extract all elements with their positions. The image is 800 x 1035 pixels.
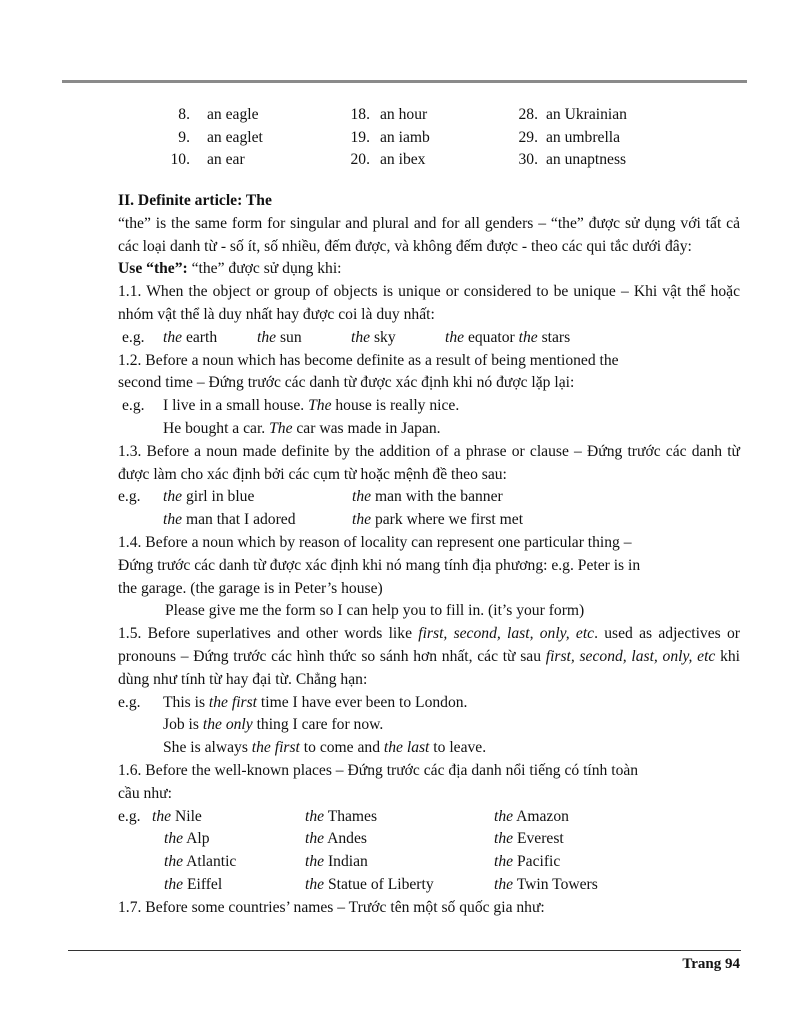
example-italic: the only xyxy=(202,716,253,734)
example-text: time I have ever been to London. xyxy=(257,693,468,711)
rule-1-5 xyxy=(118,623,740,691)
article-the: the xyxy=(494,807,514,825)
rule-1-6-cont: cầu như: xyxy=(118,784,172,802)
article-the: the xyxy=(494,853,514,871)
eg-label: e.g. xyxy=(118,488,141,506)
example-text: He bought a car. xyxy=(163,419,270,437)
place-name: Everest xyxy=(516,830,564,848)
rule-1-1: 1.1. When the object or group of objects is unique or considered to be unique – Khi vật thể hoặc nhóm vật thể là duy nhất hay được coi là duy nhất: xyxy=(118,283,740,323)
document-body xyxy=(118,190,740,920)
example-1-2-line2 xyxy=(118,418,740,441)
article-the: the xyxy=(518,328,538,346)
example-text: car was made in Japan. xyxy=(292,419,441,437)
example-italic: the first xyxy=(251,739,300,757)
example-text: park where we first met xyxy=(371,511,524,529)
list-number: 30. xyxy=(518,151,538,168)
article-the: the xyxy=(163,511,183,529)
place-name: Indian xyxy=(327,853,368,871)
example-word: stars xyxy=(537,328,571,346)
place-name: Pacific xyxy=(516,853,561,871)
eg-label: e.g. xyxy=(122,397,145,415)
article-the: the xyxy=(445,328,465,346)
intro-paragraph: “the” is the same form for singular and plural and for all genders – “the” được sử dụng với tất cả các loại danh từ - số ít, số nhiều, đếm được, và không đếm được - theo các qui tắc dưới đây: xyxy=(118,214,740,255)
list-number: 29. xyxy=(518,128,538,146)
list-number: 28. xyxy=(518,106,538,123)
eg-label: e.g. xyxy=(122,328,145,346)
example-word: sky xyxy=(370,328,396,346)
list-word: an eaglet xyxy=(207,128,263,146)
example-1-5-line3 xyxy=(118,737,740,760)
page-number: Trang 94 xyxy=(682,956,740,972)
places-row xyxy=(118,806,740,829)
word-list xyxy=(0,104,800,172)
example-text: She is always xyxy=(163,739,252,757)
example-text: Job is xyxy=(163,716,203,734)
example-text: to leave. xyxy=(429,739,487,757)
article-the: the xyxy=(352,488,372,506)
rule-italic: first, second, last, only, etc xyxy=(418,625,595,643)
example-text: man with the banner xyxy=(371,488,503,506)
list-word: an unaptness xyxy=(546,151,627,168)
eg-label: e.g. xyxy=(118,693,141,711)
place-name: Alp xyxy=(186,830,210,848)
places-row xyxy=(118,874,740,897)
list-number: 10. xyxy=(170,151,190,168)
list-number: 20. xyxy=(350,151,370,168)
article-the: the xyxy=(257,328,277,346)
rule-1-3: 1.3. Before a noun made definite by the addition of a phrase or clause – Đứng trước các danh từ được làm cho xác định bởi các cụm từ hoặc mệnh đề theo sau: xyxy=(118,442,740,483)
place-name: Statue of Liberty xyxy=(327,875,434,893)
place-name: Atlantic xyxy=(186,853,237,871)
list-number: 9. xyxy=(178,128,190,146)
list-word: an iamb xyxy=(380,128,430,146)
example-text: house is really nice. xyxy=(331,397,460,415)
article-the: the xyxy=(305,830,325,848)
rule-text: khi dùng như tính từ hay đại từ. Chẳng hạn: xyxy=(118,647,740,688)
list-word: an ear xyxy=(207,151,245,168)
place-name: Eiffel xyxy=(186,875,223,893)
eg-label: e.g. xyxy=(118,807,141,825)
rule-1-4-example: Please give me the form so I can help you to fill in. (it’s your form) xyxy=(165,602,585,620)
rule-1-4-cont: Đứng trước các danh từ được xác định khi nó mang tính địa phương: e.g. Peter is in xyxy=(118,556,641,574)
place-name: Amazon xyxy=(516,807,569,825)
list-row xyxy=(0,104,800,127)
article-the: the xyxy=(305,875,325,893)
place-name: Nile xyxy=(174,807,202,825)
rule-text: 1.5. Before superlatives and other words like xyxy=(118,625,419,643)
article-the: the xyxy=(494,830,514,848)
place-name: Twin Towers xyxy=(516,875,598,893)
example-1-5-line2 xyxy=(118,714,740,737)
rule-text: . used as adjectives or pronouns – Đứng trước các hình thức so sánh hơn nhất, các từ sau xyxy=(118,625,740,665)
article-the: the xyxy=(352,511,372,529)
example-1-5 xyxy=(118,692,740,715)
article-the: the xyxy=(351,328,371,346)
rule-1-2-cont: second time – Đứng trước các danh từ được xác định khi nó được lặp lại: xyxy=(118,374,575,392)
example-word: earth xyxy=(182,328,218,346)
article-the: the xyxy=(152,807,172,825)
places-row xyxy=(118,851,740,874)
list-number: 19. xyxy=(350,128,370,146)
example-italic: the last xyxy=(383,739,430,757)
list-word: an Ukrainian xyxy=(546,106,627,123)
example-1-3-line2 xyxy=(118,509,740,532)
article-the: the xyxy=(164,853,184,871)
list-word: an eagle xyxy=(207,106,259,123)
rule-1-6: 1.6. Before the well-known places – Đứng trước các địa danh nổi tiếng có tính toàn xyxy=(118,761,639,779)
list-row xyxy=(0,127,800,150)
list-row xyxy=(0,149,800,172)
example-text: girl in blue xyxy=(182,488,255,506)
place-name: Andes xyxy=(327,830,367,848)
example-1-1 xyxy=(118,327,740,350)
example-word: sun xyxy=(276,328,302,346)
example-text: to come and xyxy=(299,739,384,757)
list-number: 8. xyxy=(178,106,190,123)
header-rule xyxy=(62,80,747,83)
article-the: the xyxy=(305,853,325,871)
use-text: “the” được sử dụng khi: xyxy=(187,260,342,278)
example-italic: the first xyxy=(208,693,258,711)
article-the: the xyxy=(164,875,184,893)
example-1-2 xyxy=(118,395,740,418)
example-text: I live in a small house. xyxy=(163,397,309,415)
example-text: man that I adored xyxy=(182,511,296,529)
example-1-3 xyxy=(118,486,740,509)
article-the: The xyxy=(308,397,332,415)
list-word: an umbrella xyxy=(546,128,621,146)
article-the: the xyxy=(494,875,514,893)
place-name: Thames xyxy=(327,807,378,825)
footer-rule xyxy=(68,950,741,951)
use-line xyxy=(118,258,740,281)
places-row xyxy=(118,828,740,851)
list-number: 18. xyxy=(350,106,370,123)
list-word: an hour xyxy=(380,106,428,123)
list-word: an ibex xyxy=(380,151,426,168)
article-the: The xyxy=(269,419,293,437)
rule-1-4-cont2: the garage. (the garage is in Peter’s house) xyxy=(118,579,383,597)
example-text: thing I care for now. xyxy=(252,716,384,734)
example-text: This is xyxy=(163,693,209,711)
rule-1-4: 1.4. Before a noun which by reason of locality can represent one particular thing – xyxy=(118,533,632,551)
rule-1-7: 1.7. Before some countries’ names – Trước tên một số quốc gia như: xyxy=(118,898,545,916)
section-title: II. Definite article: The xyxy=(118,192,272,209)
rule-italic: first, second, last, only, etc xyxy=(545,647,716,665)
article-the: the xyxy=(163,328,183,346)
article-the: the xyxy=(305,807,325,825)
article-the: the xyxy=(163,488,183,506)
use-label: Use “the”: xyxy=(118,260,188,278)
article-the: the xyxy=(164,830,184,848)
rule-1-2: 1.2. Before a noun which has become definite as a result of being mentioned the xyxy=(118,351,619,369)
example-word: equator xyxy=(464,328,519,346)
